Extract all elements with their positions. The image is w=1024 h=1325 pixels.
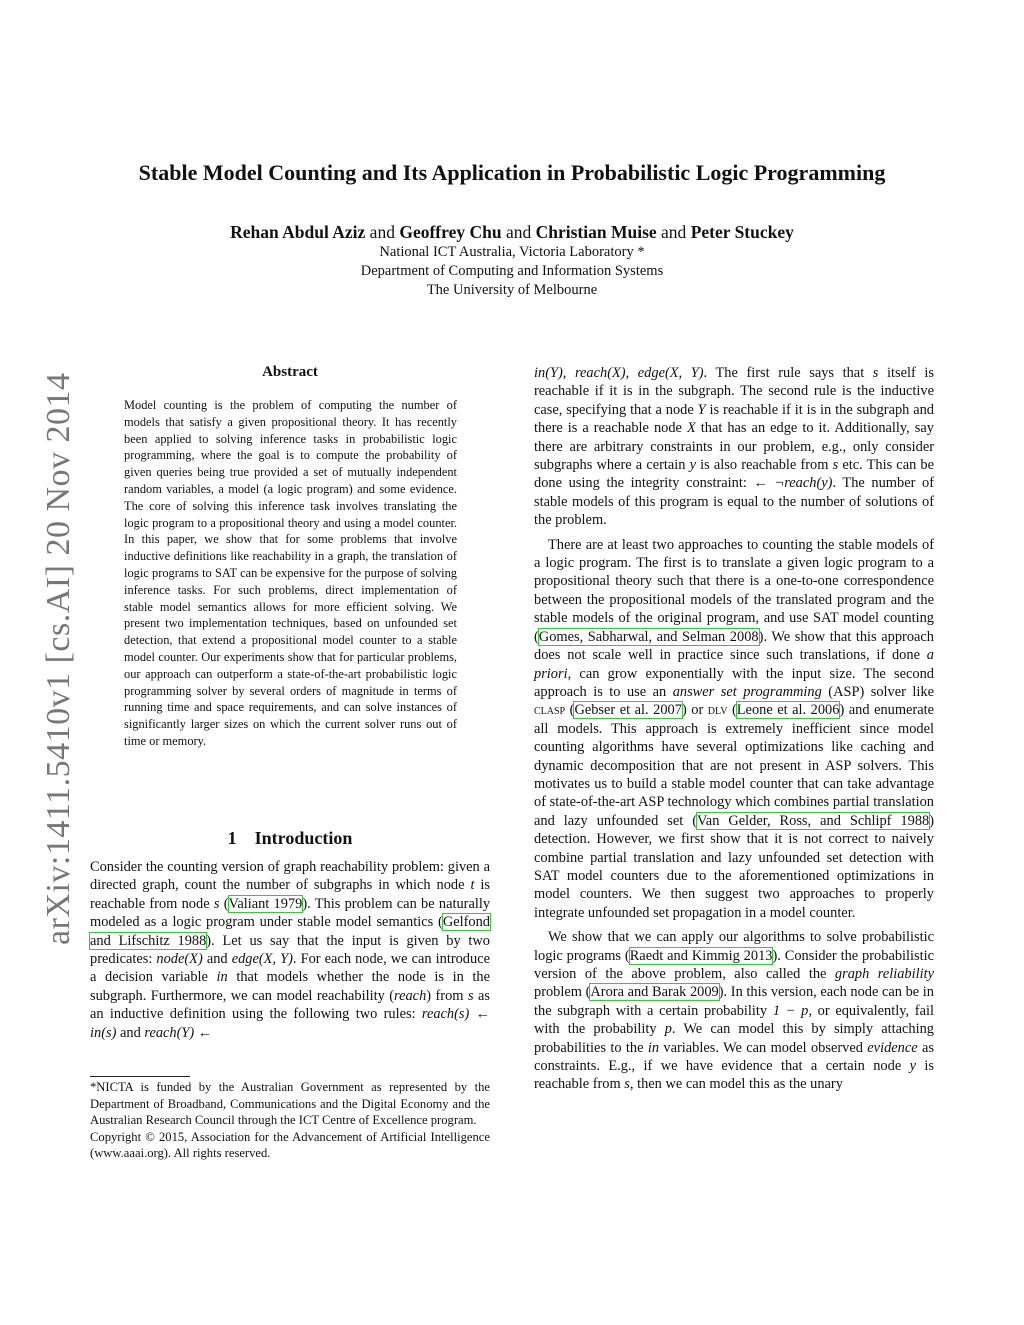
author: Christian Muise [535,222,657,242]
footnote-divider [90,1076,190,1077]
body-paragraph: We show that we can apply our algorithms to solve probabilistic logic programs (Raedt and Kimmig 2013). Consider the probabilistic version of the above problem, also called the graph reliability problem (Arora and Barak 2009). In this version, each node can be in the subgraph with a certain probability 1 − p, or equivalently, fail with the probability p. We can model this by simply attaching probabilities to the in variables. We can model observed evidence as constraints. E.g., if we have evidence that a certain node y is reachable from s, then we can model this as the unary [534,929,935,1093]
author: Geoffrey Chu [399,222,502,242]
citation-link[interactable]: Van Gelder, Ross, and Schlipf 1988 [697,812,930,829]
citation-link[interactable]: Valiant 1979 [228,895,303,912]
footnote [90,1079,490,1162]
author-list [0,222,1024,243]
abstract-body: Model counting is the problem of computing the number of models that satisfy a given propositional theory. It has recently been applied to solving inference tasks in probabilistic logic programming, where the goal is to compute the probability of given queries being true provided a set of mutually independent random variables, a model (a logic program) and some evidence. The core of solving this inference task involves translating the logic program to a propositional theory and using a model counter. In this paper, we show that for some problems that involve inductive definitions like reachability in a graph, the translation of logic programs to SAT can be expensive for the purpose of solving inference tasks. For such problems, direct implementation of stable model semantics allows for more efficient solving. We present two implementation techniques, based on unfounded set detection, that extend a propositional model counter to a stable model counter. Our experiments show that for particular problems, our approach can outperform a state-of-the-art probabilistic logic programming solver by several orders of magnitude in terms of running time and space requirements, and can solve instances of significantly larger sizes on which the current solver runs out of time or memory. [124,398,457,748]
citation-link[interactable]: Gelfond and Lifschitz 1988 [90,914,490,949]
author-separator: and [661,222,687,242]
body-paragraph: in(Y), reach(X), edge(X, Y). The first rule says that s itself is reachable if it is in the subgraph. The second rule is the inductive case, specifying that a node Y is reachable if it is in the subgraph and there is a reachable node X that has an edge to it. Additionally, say there are arbitrary constraints in our problem, e.g., only consider subgraphs where a certain y is also reachable from s etc. This can be done using the integrity constraint: ← ¬reach(y). The number of stable models of this program is equal to the number of solutions of the problem. [534,365,935,529]
intro-paragraph: Consider the counting version of graph reachability problem: given a directed graph, count the number of subgraphs in which node t is reachable from node s (Valiant 1979). This problem can be naturally modeled as a logic program under stable model semantics (Gelfond and Lifschitz 1988). Let us say that the input is given by two predicates: node(X) and edge(X, Y). For each node, we can introduce a decision variable in that models whether the node is in the subgraph. Furthermore, we can model reachability (reach) from s as an inductive definition using the following two rules: reach(s) ← in(s) and reach(Y) ← [90,859,491,1041]
paper-title: Stable Model Counting and Its Application in Probabilistic Logic Programming [138,160,886,185]
right-column [534,364,934,1100]
section-title: Introduction [254,828,353,848]
arxiv-identifier: arXiv:1411.5410v1 [cs.AI] 20 Nov 2014 [40,372,77,945]
abstract-heading: Abstract [262,364,318,380]
author: Rehan Abdul Aziz [230,222,366,242]
author-separator: and [369,222,395,242]
footnote-funding: *NICTA is funded by the Australian Government as represented by the Department of Broadband, Communications and the Digital Economy and the Australian Research Council through the ICT Centre of Excellence program. [90,1080,490,1127]
author-separator: and [505,222,532,242]
citation-link[interactable]: Raedt and Kimmig 2013 [629,947,773,964]
affiliation [0,243,1024,300]
body-paragraph: There are at least two approaches to counting the stable models of a logic program. The first is to translate a given logic program to a propositional theory such that there is a one-to-one correspondence between the propositional models of the translated program and the stable models of the original program, and use SAT model counting (Gomes, Sabharwal, and Selman 2008). We show that this approach does not scale well in practice since such translations, if done a priori, can grow exponentially with the input size. The second approach is to use an answer set programming (ASP) solver like clasp (Gebser et al. 2007) or dlv (Leone et al. 2006) and enumerate all models. This approach is extremely inefficient since model counting algorithms have several optimizations like caching and dynamic decomposition that are not present in ASP solvers. This motivates us to build a stable model counter that can take advantage of state-of-the-art ASP technology which combines partial translation and lazy unfounded set (Van Gelder, Ross, and Schlipf 1988) detection. However, we first show that it is not correct to naively combine partial translation and lazy unfounded set detection with SAT model counters due to the aforementioned optimizations in model counters. We then suggest two approaches to properly integrate unfounded set propagation in a model counter. [534,536,935,921]
copyright-notice: Copyright © 2015, Association for the Advancement of Artificial Intelligence (www.aaai.org). All rights reserved. [90,1129,490,1160]
section-heading [90,828,490,849]
affiliation-line: National ICT Australia, Victoria Laboratory * [379,244,645,260]
author: Peter Stuckey [690,222,794,242]
affiliation-line: Department of Computing and Information Systems [360,263,664,279]
citation-link[interactable]: Arora and Barak 2009 [590,984,719,1001]
citation-link[interactable]: Gomes, Sabharwal, and Selman 2008 [538,628,759,645]
citation-link[interactable]: Gebser et al. 2007 [574,702,682,719]
affiliation-line: The University of Melbourne [426,282,598,298]
citation-link[interactable]: Leone et al. 2006 [736,702,840,719]
section-number: 1 [227,828,237,848]
